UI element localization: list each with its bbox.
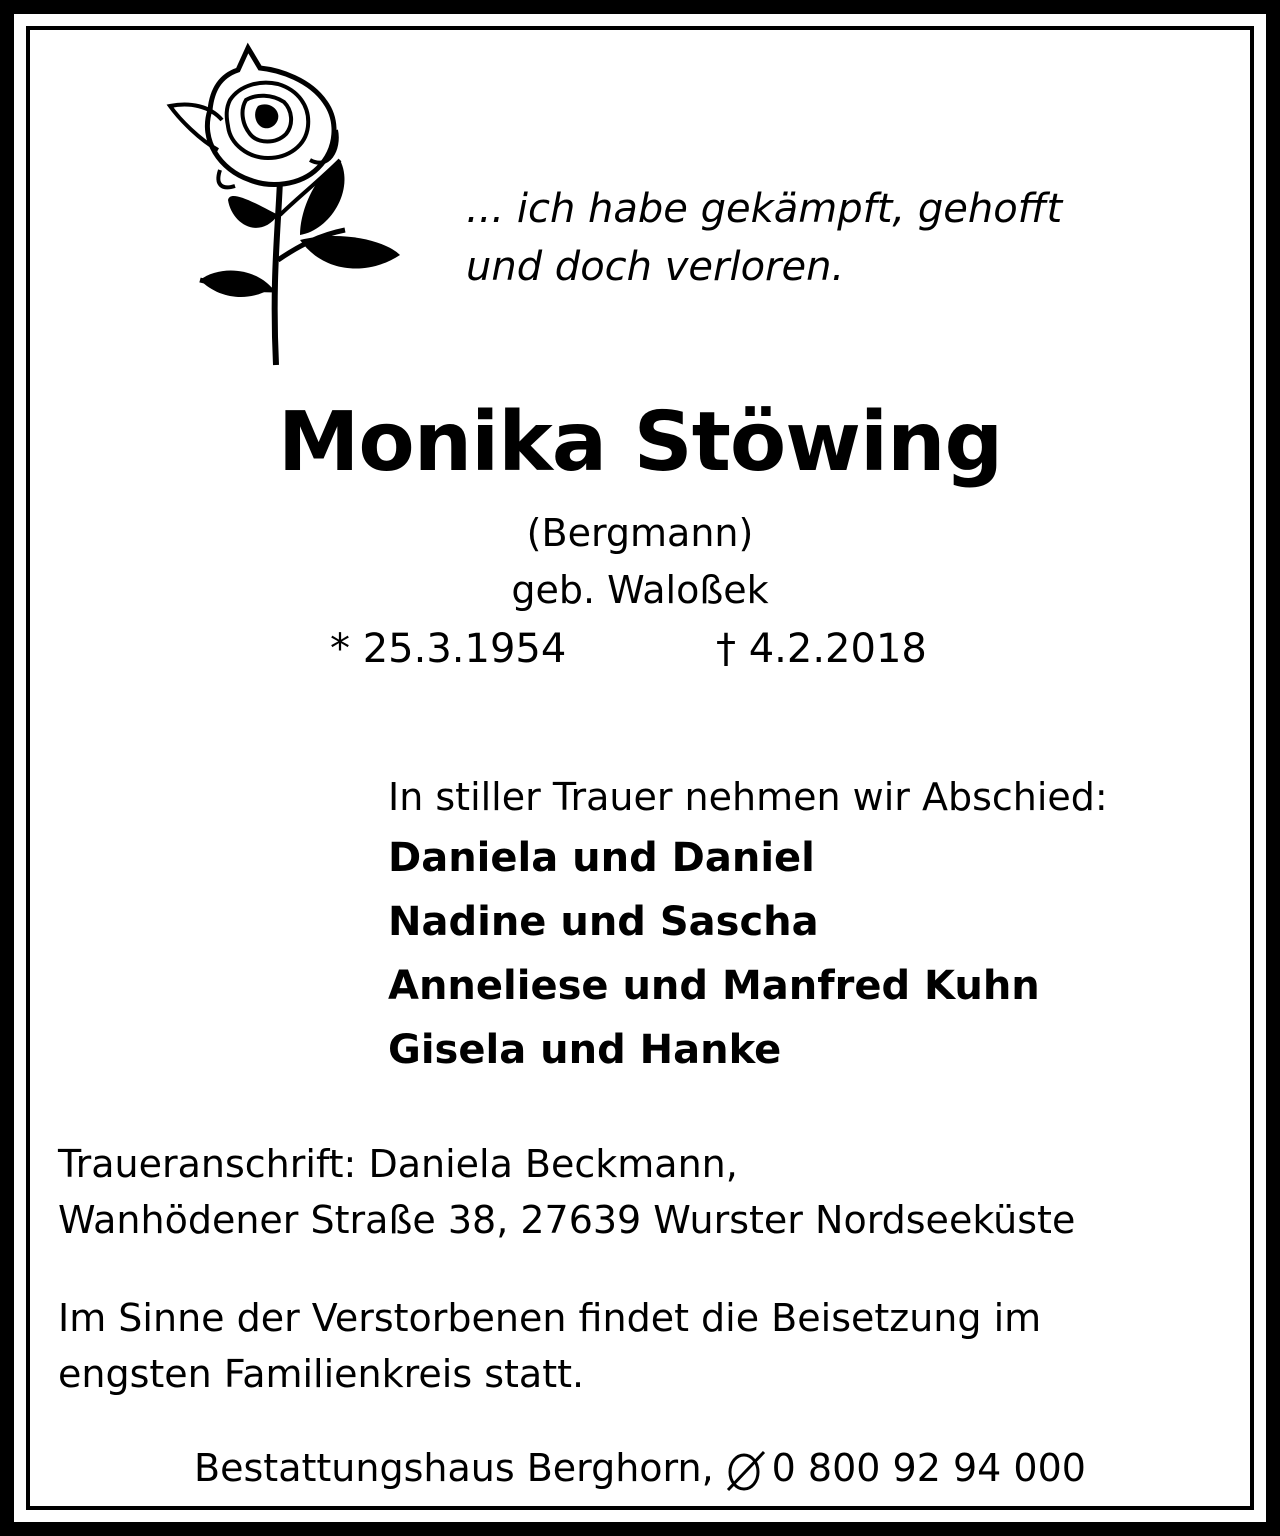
funeral-home-phone: 0 800 92 94 000 bbox=[771, 1446, 1086, 1490]
address-line: Traueranschrift: Daniela Beckmann, bbox=[58, 1142, 738, 1186]
previous-name: (Bergmann) bbox=[526, 511, 754, 555]
funeral-home-line bbox=[0, 1440, 1280, 1496]
notice-line: engsten Familienkreis statt. bbox=[58, 1352, 585, 1396]
mourner-name: Anneliese und Manfred Kuhn bbox=[388, 963, 1040, 1009]
death-date: † 4.2.2018 bbox=[716, 626, 927, 672]
address-line: Wanhödener Straße 38, 27639 Wurster Nordseeküste bbox=[58, 1198, 1076, 1242]
mourner-name: Daniela und Daniel bbox=[388, 835, 815, 881]
deceased-name: Monika Stöwing bbox=[277, 395, 1003, 490]
mourner-name: Gisela und Hanke bbox=[388, 1027, 782, 1073]
memorial-quote bbox=[466, 180, 1062, 296]
quote-line: und doch verloren. bbox=[466, 244, 845, 290]
funeral-home-name: Bestattungshaus Berghorn, bbox=[194, 1446, 714, 1490]
burial-notice bbox=[58, 1290, 1041, 1402]
mourning-address bbox=[58, 1136, 1075, 1248]
notice-line: Im Sinne der Verstorbenen findet die Beisetzung im bbox=[58, 1296, 1042, 1340]
quote-line: ... ich habe gekämpft, gehofft bbox=[466, 186, 1063, 232]
rose-icon bbox=[160, 40, 410, 370]
birth-name: geb. Waloßek bbox=[511, 568, 769, 612]
phone-handset-icon bbox=[724, 1448, 770, 1494]
mourner-name: Nadine und Sascha bbox=[388, 899, 819, 945]
mourners-intro: In stiller Trauer nehmen wir Abschied: bbox=[388, 775, 1108, 819]
mourners-section bbox=[388, 768, 1108, 1082]
birth-date: * 25.3.1954 bbox=[330, 626, 567, 672]
